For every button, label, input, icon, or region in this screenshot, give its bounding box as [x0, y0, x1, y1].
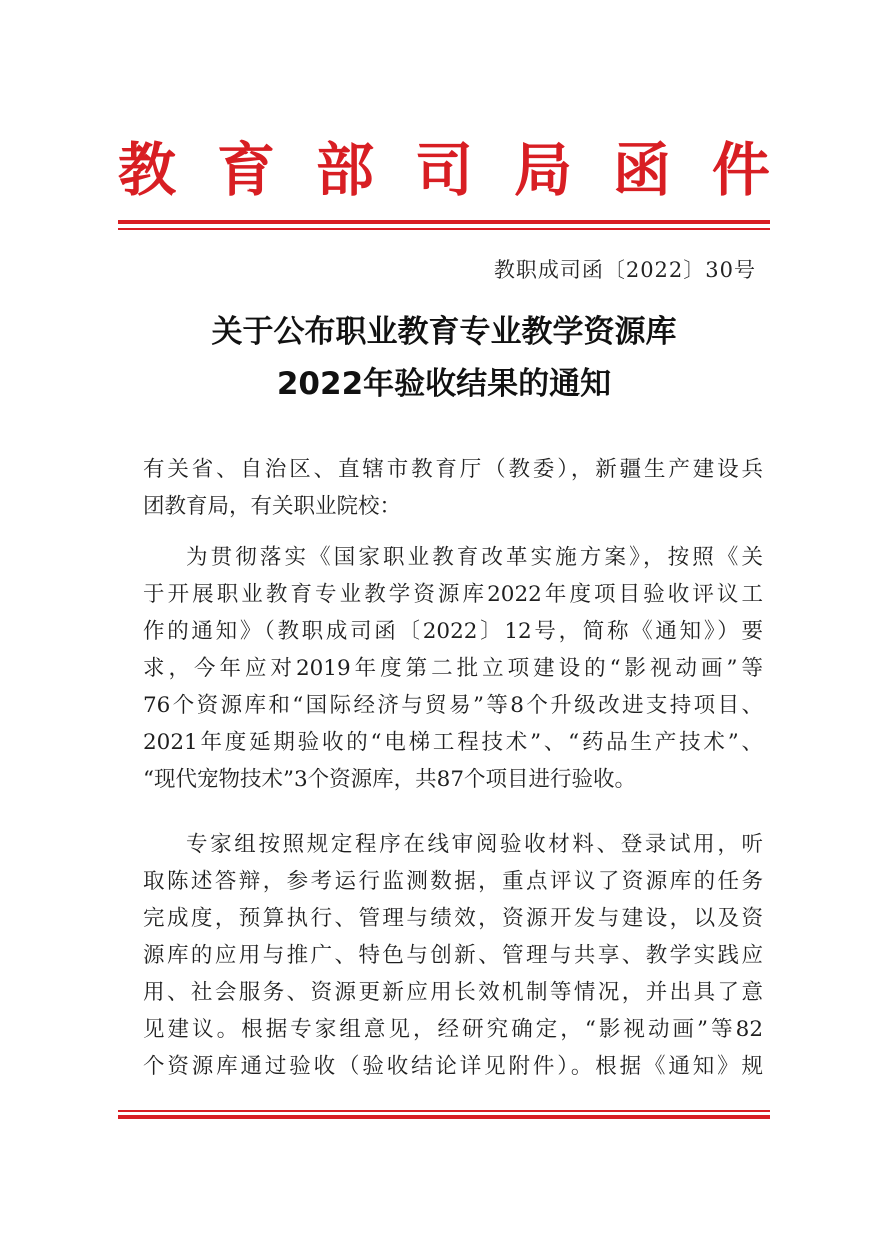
letterhead-char: 局 [513, 136, 572, 204]
paragraph-line: 求，今年应对2019年度第二批立项建设的“影视动画”等 [143, 656, 763, 681]
paragraph-line: 完成度，预算执行、管理与绩效，资源开发与建设，以及资 [143, 906, 763, 931]
salutation-line: 团教育局，有关职业院校： [143, 494, 402, 519]
letterhead-char: 函 [612, 136, 671, 204]
footer-rule-thin [118, 1110, 770, 1112]
letterhead-char: 教 [118, 136, 177, 204]
letterhead-char: 件 [711, 136, 770, 204]
paragraph-2 [143, 826, 763, 1085]
paragraph-line: “现代宠物技术”3个资源库，共87个项目进行验收。 [143, 767, 637, 792]
document-title-line-2: 2022年验收结果的通知 [276, 366, 612, 402]
paragraph-line: 个资源库通过验收（验收结论详见附件）。根据《通知》规 [143, 1054, 763, 1079]
salutation-line: 有关省、自治区、直辖市教育厅（教委），新疆生产建设兵 [143, 457, 763, 482]
footer-rule-thick [118, 1115, 770, 1119]
letterhead-char: 部 [315, 136, 374, 204]
paragraph-line: 源库的应用与推广、特色与创新、管理与共享、教学实践应 [143, 943, 763, 968]
paragraph-line: 作的通知》（教职成司函〔2022〕12号，简称《通知》）要 [143, 619, 763, 644]
paragraph-1 [143, 539, 763, 798]
paragraph-line: 76个资源库和“国际经济与贸易”等8个升级改进支持项目、 [143, 693, 763, 718]
paragraph-line: 于开展职业教育专业教学资源库2022年度项目验收评议工 [143, 582, 763, 607]
salutation [143, 451, 763, 525]
paragraph-line: 用、社会服务、资源更新应用长效机制等情况，并出具了意 [143, 980, 763, 1005]
paragraph-line: 见建议。根据专家组意见，经研究确定，“影视动画”等82 [143, 1017, 763, 1042]
document-number: 教职成司函〔2022〕30号 [493, 258, 756, 282]
letterhead-title [118, 130, 770, 210]
letterhead-rule-thin [118, 228, 770, 230]
paragraph-line: 专家组按照规定程序在线审阅验收材料、登录试用，听 [186, 832, 763, 857]
letterhead-char: 育 [216, 136, 275, 204]
paragraph-line: 2021年度延期验收的“电梯工程技术”、“药品生产技术”、 [143, 730, 763, 755]
letterhead-char: 司 [414, 136, 473, 204]
letterhead-rule-thick [118, 220, 770, 224]
paragraph-line: 取陈述答辩，参考运行监测数据，重点评议了资源库的任务 [143, 869, 763, 894]
paragraph-line: 为贯彻落实《国家职业教育改革实施方案》，按照《关 [186, 545, 763, 570]
document-title-line-1: 关于公布职业教育专业教学资源库 [211, 314, 677, 350]
